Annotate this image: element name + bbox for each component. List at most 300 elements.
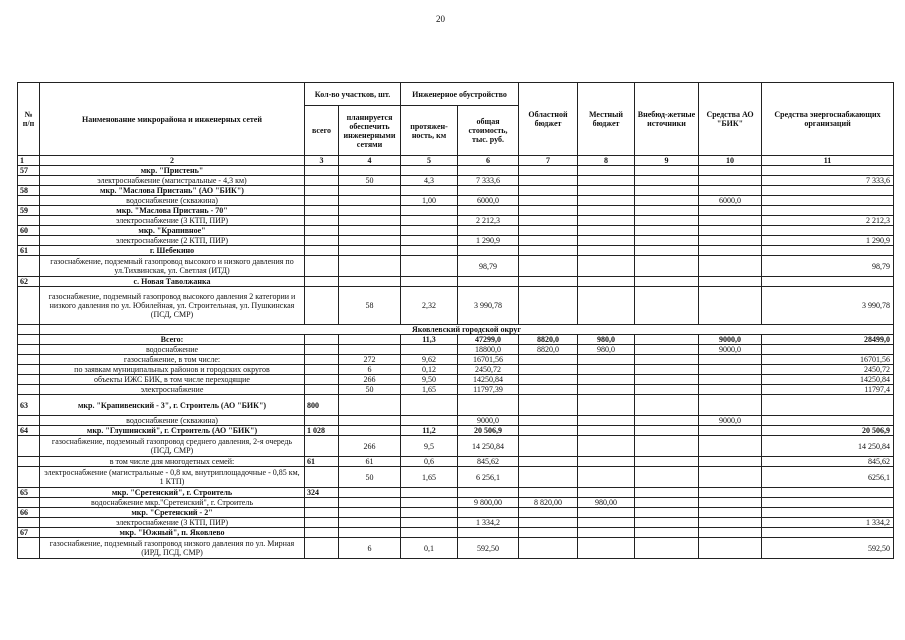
row-cell	[339, 508, 401, 518]
table-row	[18, 325, 894, 335]
row-cell	[635, 365, 699, 375]
row-cell	[458, 206, 519, 216]
row-cell	[699, 216, 762, 226]
row-cell: 3 990,78	[458, 287, 519, 325]
row-cell	[519, 176, 578, 186]
row-cell	[699, 385, 762, 395]
row-cell	[339, 528, 401, 538]
row-cell	[305, 385, 339, 395]
row-name: мкр. "Сретенский - 2"	[40, 508, 305, 518]
row-cell	[305, 277, 339, 287]
row-name: мкр. "Южный", п. Яковлево	[40, 528, 305, 538]
row-cell	[635, 246, 699, 256]
row-cell: 1,65	[401, 467, 458, 488]
row-cell: 0,12	[401, 365, 458, 375]
section-title: Яковлевский городской округ	[40, 325, 894, 335]
column-number: 11	[762, 156, 894, 166]
table-body	[18, 156, 894, 559]
row-number: 62	[18, 277, 40, 287]
row-cell	[699, 226, 762, 236]
row-cell: 980,0	[578, 345, 635, 355]
row-name: водоснабжение мкр."Сретенский", г. Строитель	[40, 498, 305, 508]
row-cell	[339, 416, 401, 426]
row-cell	[339, 488, 401, 498]
row-cell	[635, 395, 699, 416]
row-cell	[339, 226, 401, 236]
row-cell	[578, 528, 635, 538]
row-number	[18, 176, 40, 186]
row-name: г. Шебекино	[40, 246, 305, 256]
column-number: 2	[40, 156, 305, 166]
header-num: № п/п	[18, 83, 40, 156]
row-cell	[578, 436, 635, 457]
table-row	[18, 528, 894, 538]
table-row	[18, 166, 894, 176]
row-cell	[305, 528, 339, 538]
row-cell	[699, 186, 762, 196]
header-plots-group: Кол-во участков, шт.	[305, 83, 401, 106]
row-cell	[699, 236, 762, 246]
row-cell	[762, 488, 894, 498]
row-cell	[305, 166, 339, 176]
row-cell: 272	[339, 355, 401, 365]
row-cell	[458, 246, 519, 256]
table-row	[18, 538, 894, 559]
row-cell	[519, 385, 578, 395]
header-bik-funds: Средства АО "БИК"	[699, 83, 762, 156]
row-name: мкр. "Глушинский", г. Строитель (АО "БИК")	[40, 426, 305, 436]
table-header	[18, 83, 894, 156]
table-row	[18, 467, 894, 488]
row-cell	[519, 488, 578, 498]
row-cell	[339, 335, 401, 345]
row-cell	[401, 186, 458, 196]
row-cell	[578, 277, 635, 287]
row-cell	[578, 467, 635, 488]
row-cell	[699, 498, 762, 508]
row-cell: 980,0	[578, 335, 635, 345]
row-cell: 28499,0	[762, 335, 894, 345]
row-cell	[458, 488, 519, 498]
row-cell: 6000,0	[699, 196, 762, 206]
row-cell	[578, 287, 635, 325]
row-cell: 20 506,9	[458, 426, 519, 436]
row-cell: 98,79	[458, 256, 519, 277]
row-cell	[699, 436, 762, 457]
row-cell	[305, 206, 339, 216]
table-row	[18, 246, 894, 256]
row-name: газоснабжение, подземный газопровод высокого и низкого давления по ул.Тихвинская, ул. Светлая (ИТД)	[40, 256, 305, 277]
row-cell: 14 250,84	[458, 436, 519, 457]
row-cell	[578, 186, 635, 196]
row-cell: 1 290,9	[762, 236, 894, 246]
row-cell	[339, 186, 401, 196]
row-cell: 9,5	[401, 436, 458, 457]
row-name: Всего:	[40, 335, 305, 345]
row-cell	[519, 287, 578, 325]
row-cell	[401, 395, 458, 416]
row-cell	[401, 166, 458, 176]
row-cell: 50	[339, 467, 401, 488]
row-cell	[339, 166, 401, 176]
row-cell: 2 212,3	[458, 216, 519, 226]
row-cell	[699, 538, 762, 559]
row-cell	[339, 277, 401, 287]
row-number: 58	[18, 186, 40, 196]
row-cell	[305, 246, 339, 256]
row-number	[18, 416, 40, 426]
row-cell	[699, 206, 762, 216]
row-cell	[305, 365, 339, 375]
financing-table	[17, 82, 894, 559]
row-cell	[635, 518, 699, 528]
row-name: газоснабжение, подземный газопровод низкого давления по ул. Мирная (ИРД, ПСД, СМР)	[40, 538, 305, 559]
row-cell	[699, 166, 762, 176]
row-cell	[401, 498, 458, 508]
row-cell	[578, 508, 635, 518]
row-cell	[762, 416, 894, 426]
row-cell: 9000,0	[458, 416, 519, 426]
row-cell	[699, 426, 762, 436]
row-cell	[635, 528, 699, 538]
row-cell: 266	[339, 375, 401, 385]
row-cell	[635, 457, 699, 467]
row-cell: 4,3	[401, 176, 458, 186]
row-cell	[519, 457, 578, 467]
row-cell	[578, 457, 635, 467]
row-cell: 9 800,00	[458, 498, 519, 508]
row-cell	[305, 375, 339, 385]
row-cell	[699, 395, 762, 416]
row-name: с. Новая Таволжанка	[40, 277, 305, 287]
row-name: мкр. "Сретенский", г. Строитель	[40, 488, 305, 498]
row-name: мкр. "Пристень"	[40, 166, 305, 176]
row-cell	[635, 256, 699, 277]
row-cell	[578, 365, 635, 375]
row-name: электроснабжение (2 КТП, ПИР)	[40, 236, 305, 246]
header-cost: общая стоимость, тыс. руб.	[458, 106, 519, 156]
row-cell	[305, 508, 339, 518]
row-cell	[305, 186, 339, 196]
row-number	[18, 355, 40, 365]
row-cell	[578, 355, 635, 365]
row-number	[18, 385, 40, 395]
row-cell	[699, 246, 762, 256]
table-row	[18, 216, 894, 226]
row-cell	[699, 528, 762, 538]
row-cell	[699, 457, 762, 467]
row-cell: 20 506,9	[762, 426, 894, 436]
row-cell	[762, 206, 894, 216]
row-cell: 9000,0	[699, 416, 762, 426]
row-cell: 592,50	[762, 538, 894, 559]
row-cell: 11797,4	[762, 385, 894, 395]
row-cell	[458, 395, 519, 416]
row-cell	[699, 176, 762, 186]
row-cell	[635, 226, 699, 236]
row-cell: 47299,0	[458, 335, 519, 345]
row-name: электроснабжение	[40, 385, 305, 395]
row-cell: 980,00	[578, 498, 635, 508]
financing-table-container	[17, 82, 893, 559]
row-cell	[458, 528, 519, 538]
row-cell	[635, 176, 699, 186]
row-cell	[519, 236, 578, 246]
row-cell	[339, 426, 401, 436]
row-cell: 2450,72	[458, 365, 519, 375]
row-cell	[401, 226, 458, 236]
table-row	[18, 416, 894, 426]
row-cell	[762, 395, 894, 416]
row-name: мкр. "Крапивное"	[40, 226, 305, 236]
row-cell: 50	[339, 176, 401, 186]
row-cell	[635, 277, 699, 287]
row-cell	[578, 216, 635, 226]
column-number: 10	[699, 156, 762, 166]
row-cell	[762, 196, 894, 206]
row-cell: 266	[339, 436, 401, 457]
row-cell: 9000,0	[699, 335, 762, 345]
row-cell: 592,50	[458, 538, 519, 559]
row-cell	[305, 416, 339, 426]
row-cell	[305, 538, 339, 559]
row-name: водоснабжение (скважина)	[40, 196, 305, 206]
table-row	[18, 256, 894, 277]
row-name: электроснабжение (3 КТП, ПИР)	[40, 518, 305, 528]
table-row	[18, 345, 894, 355]
row-cell	[578, 166, 635, 176]
row-cell: 50	[339, 385, 401, 395]
row-cell	[635, 375, 699, 385]
row-cell	[699, 518, 762, 528]
row-cell: 6	[339, 538, 401, 559]
row-cell	[458, 277, 519, 287]
row-cell	[635, 166, 699, 176]
table-row	[18, 176, 894, 186]
row-number: 61	[18, 246, 40, 256]
row-cell	[339, 498, 401, 508]
row-cell: 16701,56	[762, 355, 894, 365]
table-row	[18, 226, 894, 236]
row-cell	[578, 395, 635, 416]
row-cell: 7 333,6	[762, 176, 894, 186]
table-row	[18, 365, 894, 375]
row-cell	[519, 206, 578, 216]
row-cell	[519, 436, 578, 457]
row-cell	[519, 277, 578, 287]
row-cell	[635, 186, 699, 196]
row-cell	[519, 226, 578, 236]
row-cell	[635, 196, 699, 206]
row-cell	[762, 166, 894, 176]
row-cell	[578, 176, 635, 186]
row-cell: 800	[305, 395, 339, 416]
table-row	[18, 287, 894, 325]
row-cell	[762, 246, 894, 256]
row-number	[18, 216, 40, 226]
row-cell: 14 250,84	[762, 436, 894, 457]
row-cell: 8820,0	[519, 345, 578, 355]
row-cell	[635, 335, 699, 345]
row-cell	[762, 528, 894, 538]
row-cell: 11797,39	[458, 385, 519, 395]
row-cell	[339, 246, 401, 256]
row-cell	[305, 236, 339, 246]
row-cell	[762, 498, 894, 508]
row-cell	[578, 226, 635, 236]
row-cell	[519, 416, 578, 426]
row-cell	[699, 256, 762, 277]
row-number	[18, 467, 40, 488]
row-number: 67	[18, 528, 40, 538]
table-row	[18, 186, 894, 196]
row-cell	[339, 395, 401, 416]
column-number: 9	[635, 156, 699, 166]
header-regional-budget: Областной бюджет	[519, 83, 578, 156]
table-row	[18, 518, 894, 528]
row-cell	[635, 236, 699, 246]
table-row	[18, 457, 894, 467]
header-engineering-group: Инженерное обустройство	[401, 83, 519, 106]
row-cell	[519, 216, 578, 226]
column-number: 6	[458, 156, 519, 166]
row-cell	[578, 246, 635, 256]
row-name: газоснабжение, подземный газопровод высокого давления 2 категории и низкого давления по ул. Юбилейная, ул. Строительная, ул. Пушкинская (ПСД, СМР)	[40, 287, 305, 325]
row-cell: 6 256,1	[458, 467, 519, 488]
row-cell	[635, 355, 699, 365]
row-cell	[519, 365, 578, 375]
column-number: 1	[18, 156, 40, 166]
header-length: протяжен-ность, км	[401, 106, 458, 156]
row-cell	[339, 216, 401, 226]
row-cell: 11,3	[401, 335, 458, 345]
row-cell	[699, 355, 762, 365]
row-cell: 845,62	[458, 457, 519, 467]
row-cell: 58	[339, 287, 401, 325]
row-cell	[635, 426, 699, 436]
row-cell	[635, 345, 699, 355]
row-cell	[339, 206, 401, 216]
row-number	[18, 236, 40, 246]
row-number	[18, 345, 40, 355]
row-cell	[635, 498, 699, 508]
row-cell: 61	[305, 457, 339, 467]
row-cell: 1 334,2	[762, 518, 894, 528]
row-cell	[305, 335, 339, 345]
table-row	[18, 395, 894, 416]
row-cell	[578, 518, 635, 528]
row-cell	[699, 375, 762, 385]
row-cell: 6256,1	[762, 467, 894, 488]
column-number: 5	[401, 156, 458, 166]
row-cell	[401, 416, 458, 426]
row-cell	[762, 508, 894, 518]
row-cell	[401, 528, 458, 538]
row-cell	[339, 256, 401, 277]
table-row	[18, 488, 894, 498]
row-cell	[401, 488, 458, 498]
row-number	[18, 287, 40, 325]
row-cell	[762, 186, 894, 196]
row-number	[18, 538, 40, 559]
row-name: объекты ИЖС БИК, в том числе переходящие	[40, 375, 305, 385]
row-cell	[699, 467, 762, 488]
row-name: электроснабжение (3 КТП, ПИР)	[40, 216, 305, 226]
row-cell: 324	[305, 488, 339, 498]
row-number	[18, 375, 40, 385]
row-cell	[699, 488, 762, 498]
row-cell	[519, 256, 578, 277]
row-cell	[401, 345, 458, 355]
row-cell	[578, 426, 635, 436]
row-name: электроснабжение (магистральные - 4,3 км)	[40, 176, 305, 186]
row-cell	[635, 416, 699, 426]
row-cell: 9000,0	[699, 345, 762, 355]
row-cell	[635, 488, 699, 498]
header-plots-planned: планируется обеспечить инженерными сетями	[339, 106, 401, 156]
row-cell: 1 028	[305, 426, 339, 436]
row-name: газоснабжение, в том числе:	[40, 355, 305, 365]
row-cell	[305, 196, 339, 206]
row-cell: 9,62	[401, 355, 458, 365]
row-cell	[305, 216, 339, 226]
row-name: мкр. "Маслова Пристань" (АО "БИК")	[40, 186, 305, 196]
row-number: 63	[18, 395, 40, 416]
row-cell	[339, 518, 401, 528]
row-cell	[519, 355, 578, 365]
row-cell	[305, 518, 339, 528]
row-cell	[699, 508, 762, 518]
row-cell	[458, 166, 519, 176]
row-cell	[401, 236, 458, 246]
table-row	[18, 206, 894, 216]
row-cell: 14250,84	[458, 375, 519, 385]
row-cell: 0,6	[401, 457, 458, 467]
row-cell	[305, 436, 339, 457]
row-cell	[401, 216, 458, 226]
row-number	[18, 457, 40, 467]
table-row	[18, 335, 894, 345]
row-cell	[401, 246, 458, 256]
row-cell	[458, 186, 519, 196]
row-name: мкр. "Маслова Пристань - 70"	[40, 206, 305, 216]
row-cell	[305, 355, 339, 365]
column-number: 3	[305, 156, 339, 166]
row-cell: 6	[339, 365, 401, 375]
row-cell: 1 334,2	[458, 518, 519, 528]
row-cell: 3 990,78	[762, 287, 894, 325]
row-cell	[578, 206, 635, 216]
row-cell	[578, 375, 635, 385]
table-row	[18, 355, 894, 365]
row-cell	[578, 385, 635, 395]
row-cell	[519, 508, 578, 518]
table-row	[18, 436, 894, 457]
row-number	[18, 196, 40, 206]
row-number	[18, 498, 40, 508]
row-cell: 16701,56	[458, 355, 519, 365]
row-cell	[519, 395, 578, 416]
row-number: 57	[18, 166, 40, 176]
row-cell	[305, 467, 339, 488]
table-row	[18, 277, 894, 287]
row-cell: 61	[339, 457, 401, 467]
row-cell	[578, 236, 635, 246]
row-number: 65	[18, 488, 40, 498]
row-cell: 8820,0	[519, 335, 578, 345]
row-cell: 0,1	[401, 538, 458, 559]
row-cell: 845,62	[762, 457, 894, 467]
